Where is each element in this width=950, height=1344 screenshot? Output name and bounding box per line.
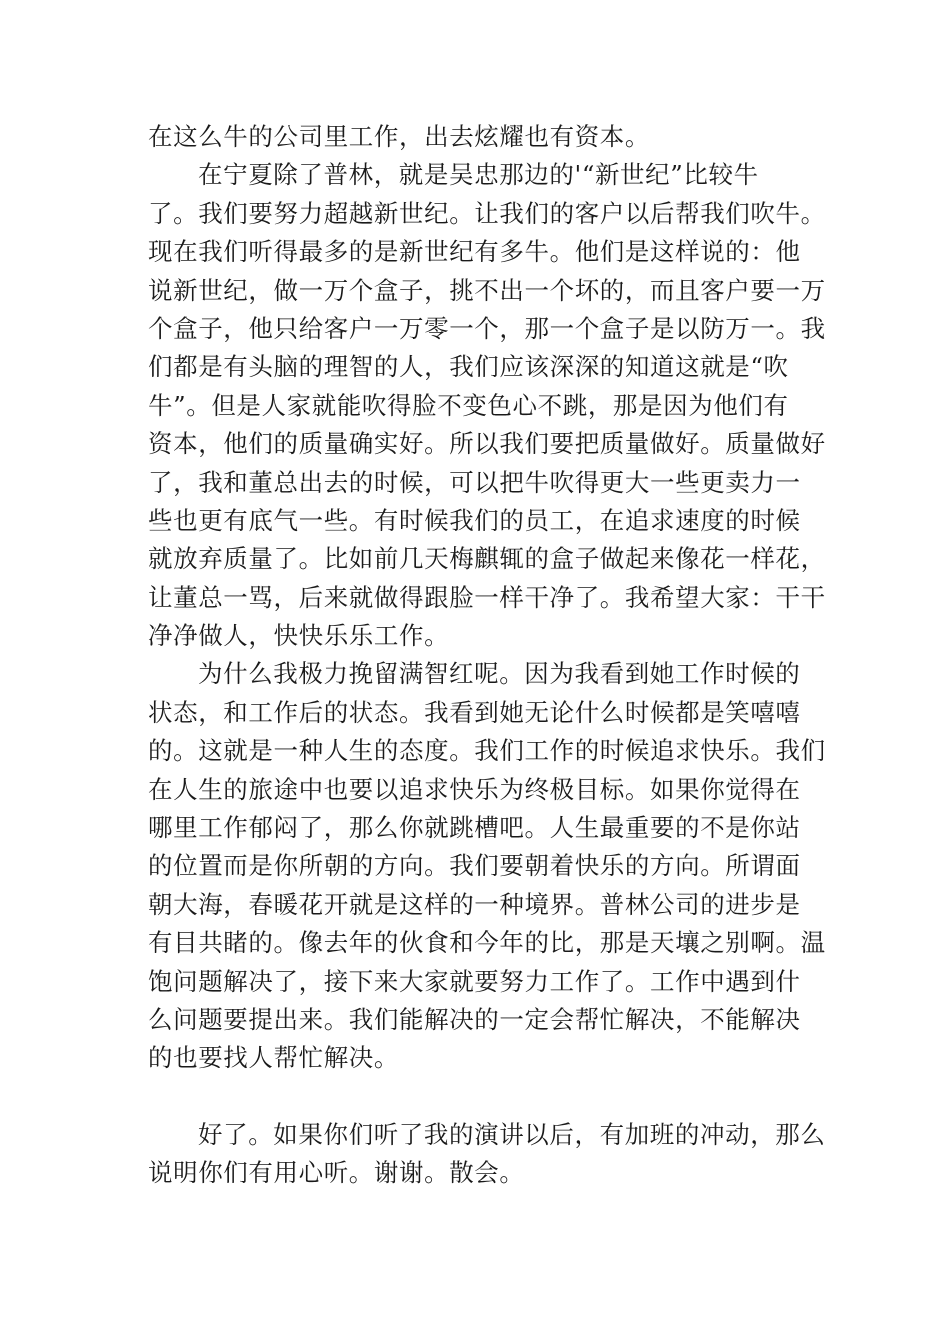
closing-paragraph — [148, 1116, 826, 1193]
text-line: 哪里工作郁闷了，那么你就跳槽吧。人生最重要的不是你站 — [148, 813, 801, 843]
text-line: 有目共睹的。像去年的伙食和今年的比，那是天壤之别啊。温 — [148, 928, 826, 958]
text-line: 净净做人，快快乐乐工作。 — [148, 621, 450, 651]
text-line: 朝大海，春暖花开就是这样的一种境界。普林公司的进步是 — [148, 889, 801, 919]
paragraph-start-line: 为什么我极力挽留满智红呢。因为我看到她工作时候的 — [198, 659, 801, 689]
text-line: 现在我们听得最多的是新世纪有多牛。他们是这样说的：他 — [148, 237, 801, 267]
text-line: 就放弃质量了。比如前几天梅麒辄的盒子做起来像花一样花， — [148, 544, 826, 574]
text-line: 在人生的旅途中也要以追求快乐为终极目标。如果你觉得在 — [148, 774, 801, 804]
text-line: 的也要找人帮忙解决。 — [148, 1043, 399, 1073]
text-line: 牛”。但是人家就能吹得脸不变色心不跳，那是因为他们有 — [148, 390, 789, 420]
text-line: 的。这就是一种人生的态度。我们工作的时候追求快乐。我们 — [148, 736, 826, 766]
text-line: 么问题要提出来。我们能解决的一定会帮忙解决，不能解决 — [148, 1004, 801, 1034]
text-line: 让董总一骂，后来就做得跟脸一样干净了。我希望大家：干干 — [148, 582, 826, 612]
text-line: 说明你们有用心听。谢谢。散会。 — [148, 1158, 525, 1188]
text-line: 在这么牛的公司里工作，出去炫耀也有资本。 — [148, 122, 650, 151]
text-line: 了，我和董总出去的时候，可以把牛吹得更大一些更卖力一 — [148, 467, 801, 497]
text-line: 的位置而是你所朝的方向。我们要朝着快乐的方向。所谓面 — [148, 851, 801, 881]
text-line: 状态，和工作后的状态。我看到她无论什么时候都是笑嘻嘻 — [148, 697, 801, 727]
text-line: 们都是有头脑的理智的人，我们应该深深的知道这就是“吹 — [148, 352, 789, 382]
text-line: 了。我们要努力超越新世纪。让我们的客户以后帮我们吹牛。 — [148, 198, 826, 228]
paragraph-start-line: 在宁夏除了普林，就是吴忠那边的'“新世纪”比较牛 — [198, 160, 759, 190]
text-line: 说新世纪，做一万个盒子，挑不出一个坏的，而且客户要一万 — [148, 275, 826, 305]
speech-body — [148, 118, 826, 1078]
text-line: 资本，他们的质量确实好。所以我们要把质量做好。质量做好 — [148, 429, 826, 459]
text-line: 些也更有底气一些。有时候我们的员工，在追求速度的时候 — [148, 505, 801, 535]
paragraph-start-line: 好了。如果你们听了我的演讲以后，有加班的冲动，那么 — [198, 1120, 826, 1149]
text-line: 个盒子，他只给客户一万零一个，那一个盒子是以防万一。我 — [148, 313, 826, 343]
text-line: 饱问题解决了，接下来大家就要努力工作了。工作中遇到什 — [148, 966, 801, 996]
